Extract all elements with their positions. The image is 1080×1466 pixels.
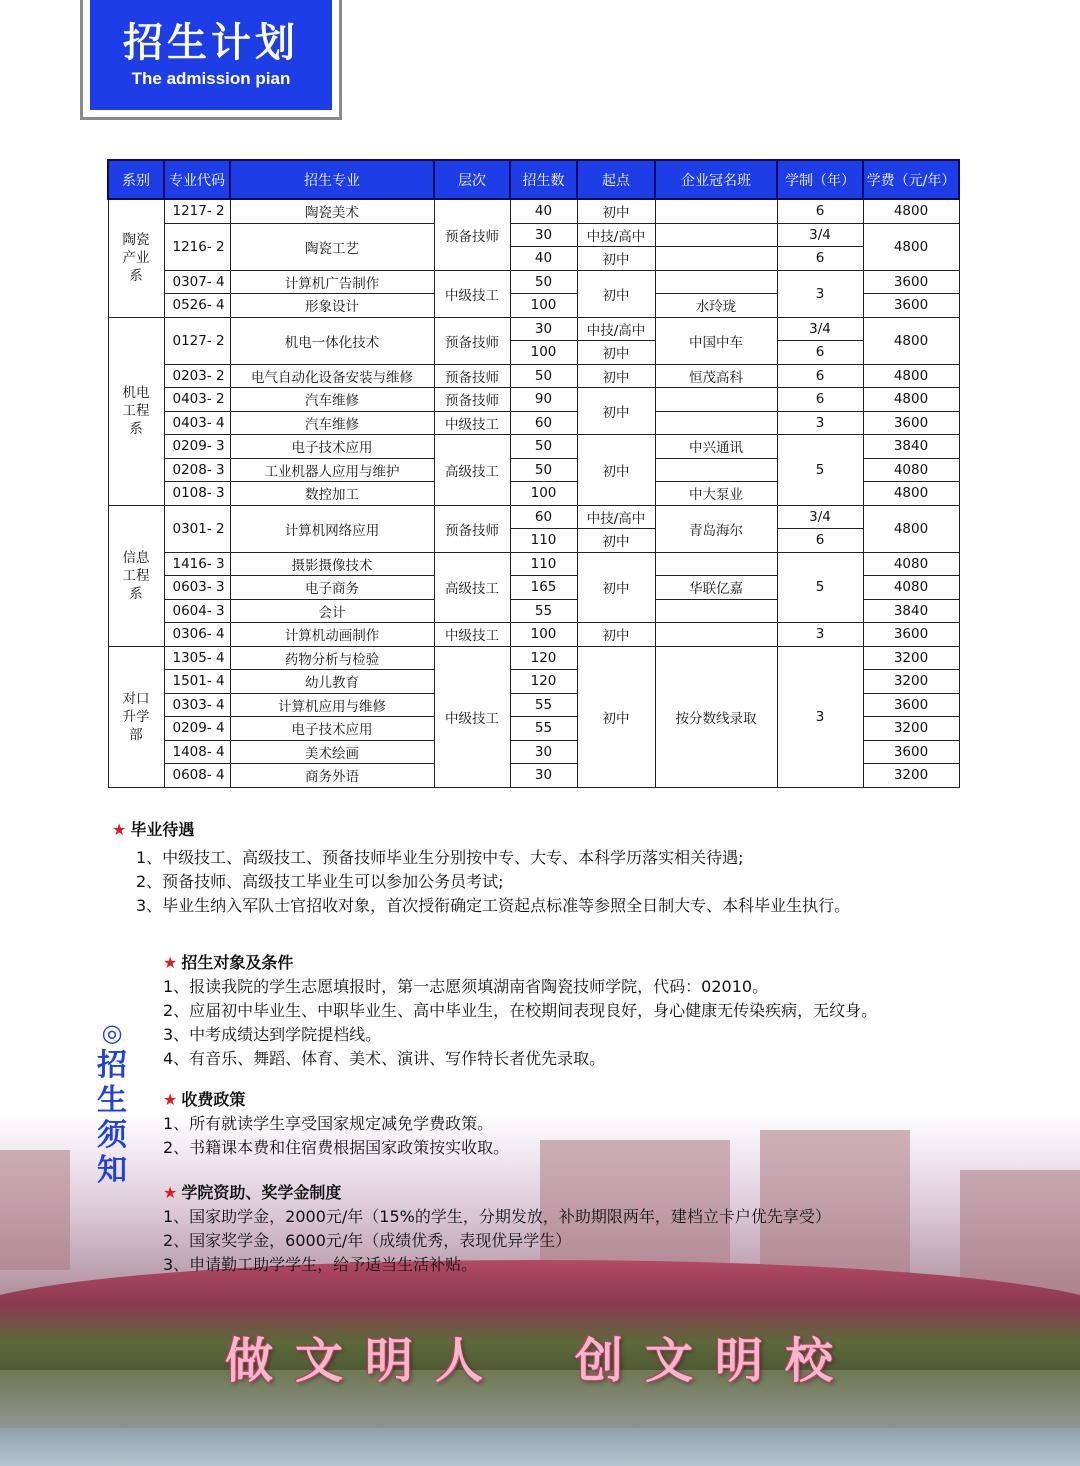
dept-cell [108,199,164,317]
count-cell: 110 [510,552,577,576]
admission-plan-table [107,159,960,788]
start-cell: 初中 [577,341,655,365]
years-cell: 6 [777,388,863,412]
table-row [108,646,959,670]
table-row [108,623,959,647]
table-row [108,223,959,247]
company-cell [655,599,777,623]
section-heading [163,951,877,975]
count-cell: 50 [510,364,577,388]
company-cell [655,411,777,435]
count-cell: 30 [510,764,577,788]
fee-cell: 3200 [863,670,959,694]
years-cell: 6 [777,364,863,388]
table-row [108,270,959,294]
code-cell: 0203- 2 [164,364,230,388]
fee-cell: 4800 [863,482,959,506]
fee-cell: 4080 [863,576,959,600]
section-heading [163,1088,509,1112]
code-cell: 1408- 4 [164,740,230,764]
header-badge-frame [80,0,342,120]
major-cell: 摄影摄像技术 [230,552,434,576]
fee-cell: 3600 [863,740,959,764]
code-cell: 0603- 3 [164,576,230,600]
fee-cell: 4800 [863,364,959,388]
fee-cell: 4080 [863,458,959,482]
list-item: 1、所有就读学生享受国家规定减免学费政策。 [163,1114,494,1133]
company-cell: 水玲珑 [655,294,777,318]
fee-cell: 3600 [863,411,959,435]
major-cell: 会计 [230,599,434,623]
fee-cell: 4800 [863,223,959,270]
years-cell: 6 [777,341,863,365]
level-cell: 预备技师 [434,364,510,388]
years-cell: 3/4 [777,223,863,247]
level-cell: 预备技师 [434,199,510,270]
major-cell: 电子技术应用 [230,717,434,741]
table-row [108,317,959,341]
fee-cell: 4080 [863,552,959,576]
level-cell: 高级技工 [434,552,510,623]
table-row [108,388,959,412]
company-cell: 恒茂高科 [655,364,777,388]
fee-cell: 3600 [863,270,959,294]
code-cell: 0526- 4 [164,294,230,318]
major-cell: 电子商务 [230,576,434,600]
code-cell: 0208- 3 [164,458,230,482]
level-cell: 中级技工 [434,623,510,647]
count-cell: 30 [510,223,577,247]
page-title: 招生计划 [123,20,299,66]
count-cell: 165 [510,576,577,600]
company-cell: 按分数线录取 [655,646,777,787]
major-cell: 汽车维修 [230,411,434,435]
count-cell: 50 [510,458,577,482]
page-subtitle: The admission pian [131,69,291,88]
years-cell: 6 [777,199,863,223]
start-cell: 初中 [577,552,655,623]
company-cell: 中国中车 [655,317,777,364]
count-cell: 100 [510,294,577,318]
company-cell [655,199,777,223]
fee-cell: 3600 [863,294,959,318]
code-cell: 0307- 4 [164,270,230,294]
start-cell: 初中 [577,435,655,506]
header-cell: 系别 [108,160,164,199]
count-cell: 100 [510,341,577,365]
table-header-row [108,160,959,199]
level-cell: 中级技工 [434,411,510,435]
side-label-char: 须 [97,1118,127,1153]
list-item: 3、申请勤工助学学生，给予适当生活补贴。 [163,1255,478,1274]
header-cell: 企业冠名班 [655,160,777,199]
start-cell: 初中 [577,247,655,271]
count-cell: 55 [510,599,577,623]
section-title: 收费政策 [181,1090,246,1109]
count-cell: 30 [510,317,577,341]
fee-cell: 3200 [863,646,959,670]
code-cell: 0127- 2 [164,317,230,364]
company-cell: 青岛海尔 [655,505,777,552]
fee-cell: 4800 [863,388,959,412]
side-label-char: 知 [97,1153,127,1188]
count-cell: 60 [510,505,577,529]
fee-cell: 4800 [863,505,959,552]
table-row [108,364,959,388]
company-cell: 中兴通讯 [655,435,777,459]
code-cell: 1305- 4 [164,646,230,670]
major-cell: 药物分析与检验 [230,646,434,670]
slogan: 做文明人 创文明校 [224,1333,855,1389]
dept-cell [108,646,164,787]
dept-cell [108,505,164,646]
road [0,1428,1080,1466]
table-row [108,411,959,435]
company-cell [655,388,777,412]
table-row [108,552,959,576]
level-cell: 中级技工 [434,270,510,317]
star-icon: ★ [163,1090,178,1109]
code-cell: 1416- 3 [164,552,230,576]
list-item: 3、毕业生纳入军队士官招收对象，首次授衔确定工资起点标准等参照全日制大专、本科毕业生执行。 [136,896,851,915]
level-cell: 预备技师 [434,505,510,552]
company-cell [655,223,777,247]
star-icon: ★ [163,1183,178,1202]
start-cell: 中技/高中 [577,505,655,529]
code-cell: 1216- 2 [164,223,230,270]
company-cell [655,552,777,576]
section-title: 学院资助、奖学金制度 [181,1183,342,1202]
count-cell: 55 [510,717,577,741]
table-row [108,505,959,529]
fee-cell: 4800 [863,317,959,364]
list-item: 1、报读我院的学生志愿填报时，第一志愿须填湖南省陶瓷技师学院，代码：02010。 [163,977,769,996]
count-cell: 60 [510,411,577,435]
fee-cell: 4800 [863,199,959,223]
count-cell: 110 [510,529,577,553]
major-cell: 数控加工 [230,482,434,506]
count-cell: 100 [510,623,577,647]
header-cell: 起点 [577,160,655,199]
header-cell: 招生专业 [230,160,434,199]
major-cell: 商务外语 [230,764,434,788]
count-cell: 120 [510,646,577,670]
header-badge [90,0,332,110]
start-cell: 初中 [577,270,655,317]
star-icon: ★ [112,820,127,839]
section-title: 招生对象及条件 [181,953,294,972]
start-cell: 初中 [577,623,655,647]
level-cell: 预备技师 [434,317,510,364]
dept-name: 对口升学部 [122,690,150,743]
major-cell: 电气自动化设备安装与维修 [230,364,434,388]
years-cell: 6 [777,247,863,271]
header-cell: 层次 [434,160,510,199]
code-cell: 0306- 4 [164,623,230,647]
list-item: 2、预备技师、高级技工毕业生可以参加公务员考试; [136,872,504,891]
level-cell: 预备技师 [434,388,510,412]
years-cell: 3/4 [777,505,863,529]
code-cell: 0403- 2 [164,388,230,412]
fee-cell: 3200 [863,764,959,788]
count-cell: 100 [510,482,577,506]
major-cell: 幼儿教育 [230,670,434,694]
fee-cell: 3600 [863,623,959,647]
header-cell: 学费（元/年） [863,160,959,199]
list-item: 1、国家助学金，2000元/年（15%的学生，分期发放，补助期限两年，建档立卡户优先享受） [163,1207,831,1226]
major-cell: 工业机器人应用与维护 [230,458,434,482]
company-cell [655,458,777,482]
start-cell: 中技/高中 [577,223,655,247]
list-item: 4、有音乐、舞蹈、体育、美术、演讲、写作特长者优先录取。 [163,1049,606,1068]
years-cell: 5 [777,435,863,506]
building-shape [0,1150,70,1270]
start-cell: 初中 [577,388,655,435]
campus-photo [0,1110,1080,1466]
start-cell: 初中 [577,529,655,553]
code-cell: 0209- 4 [164,717,230,741]
code-cell: 0301- 2 [164,505,230,552]
section-treatment [112,818,850,918]
fee-cell: 3840 [863,435,959,459]
start-cell: 中技/高中 [577,317,655,341]
fee-cell: 3600 [863,693,959,717]
code-cell: 1217- 2 [164,199,230,223]
section-heading [112,818,850,842]
code-cell: 0403- 4 [164,411,230,435]
table-row [108,199,959,223]
level-cell: 高级技工 [434,435,510,506]
fee-cell: 3200 [863,717,959,741]
header-cell: 学制（年） [777,160,863,199]
major-cell: 陶瓷工艺 [230,223,434,270]
circle-icon: ◎ [101,1019,123,1047]
side-label-char: 招 [97,1048,127,1083]
list-item: 2、书籍课本费和住宿费根据国家政策按实收取。 [163,1138,510,1157]
count-cell: 30 [510,740,577,764]
years-cell: 3 [777,270,863,317]
count-cell: 120 [510,670,577,694]
dept-name: 信息工程系 [122,549,150,602]
major-cell: 形象设计 [230,294,434,318]
company-cell [655,247,777,271]
side-label-char: 生 [97,1083,127,1118]
fee-cell: 3840 [863,599,959,623]
code-cell: 1501- 4 [164,670,230,694]
code-cell: 0108- 3 [164,482,230,506]
count-cell: 50 [510,270,577,294]
code-cell: 0604- 3 [164,599,230,623]
major-cell: 陶瓷美术 [230,199,434,223]
major-cell: 计算机广告制作 [230,270,434,294]
section-conditions [163,951,877,1071]
start-cell: 初中 [577,646,655,787]
major-cell: 计算机应用与维修 [230,693,434,717]
major-cell: 计算机网络应用 [230,505,434,552]
list-item: 2、应届初中毕业生、中职毕业生、高中毕业生，在校期间表现良好，身心健康无传染疾病，无纹身。 [163,1001,878,1020]
side-label [92,1018,132,1188]
major-cell: 汽车维修 [230,388,434,412]
major-cell: 计算机动画制作 [230,623,434,647]
code-cell: 0209- 3 [164,435,230,459]
header-cell: 专业代码 [164,160,230,199]
star-icon: ★ [163,953,178,972]
list-item: 3、中考成绩达到学院提档线。 [163,1025,382,1044]
major-cell: 机电一体化技术 [230,317,434,364]
section-title: 毕业待遇 [130,820,195,839]
count-cell: 55 [510,693,577,717]
section-heading [163,1181,831,1205]
list-item: 2、国家奖学金，6000元/年（成绩优秀，表现优异学生） [163,1231,572,1250]
header-cell: 招生数 [510,160,577,199]
level-cell: 中级技工 [434,646,510,787]
dept-cell [108,317,164,505]
count-cell: 40 [510,247,577,271]
start-cell: 初中 [577,199,655,223]
company-cell [655,623,777,647]
years-cell: 3/4 [777,317,863,341]
dept-name: 机电工程系 [122,385,150,437]
dept-name: 陶瓷产业系 [122,232,150,285]
code-cell: 0608- 4 [164,764,230,788]
section-fees [163,1088,509,1160]
years-cell: 6 [777,529,863,553]
years-cell: 3 [777,411,863,435]
company-cell [655,270,777,294]
years-cell: 5 [777,552,863,623]
company-cell: 华联亿嘉 [655,576,777,600]
major-cell: 电子技术应用 [230,435,434,459]
start-cell: 初中 [577,364,655,388]
count-cell: 90 [510,388,577,412]
list-item: 1、中级技工、高级技工、预备技师毕业生分别按中专、大专、本科学历落实相关待遇; [136,848,744,867]
count-cell: 50 [510,435,577,459]
section-aid [163,1181,831,1277]
table-row [108,435,959,459]
code-cell: 0303- 4 [164,693,230,717]
years-cell: 3 [777,646,863,787]
major-cell: 美术绘画 [230,740,434,764]
company-cell: 中大泵业 [655,482,777,506]
count-cell: 40 [510,199,577,223]
years-cell: 3 [777,623,863,647]
